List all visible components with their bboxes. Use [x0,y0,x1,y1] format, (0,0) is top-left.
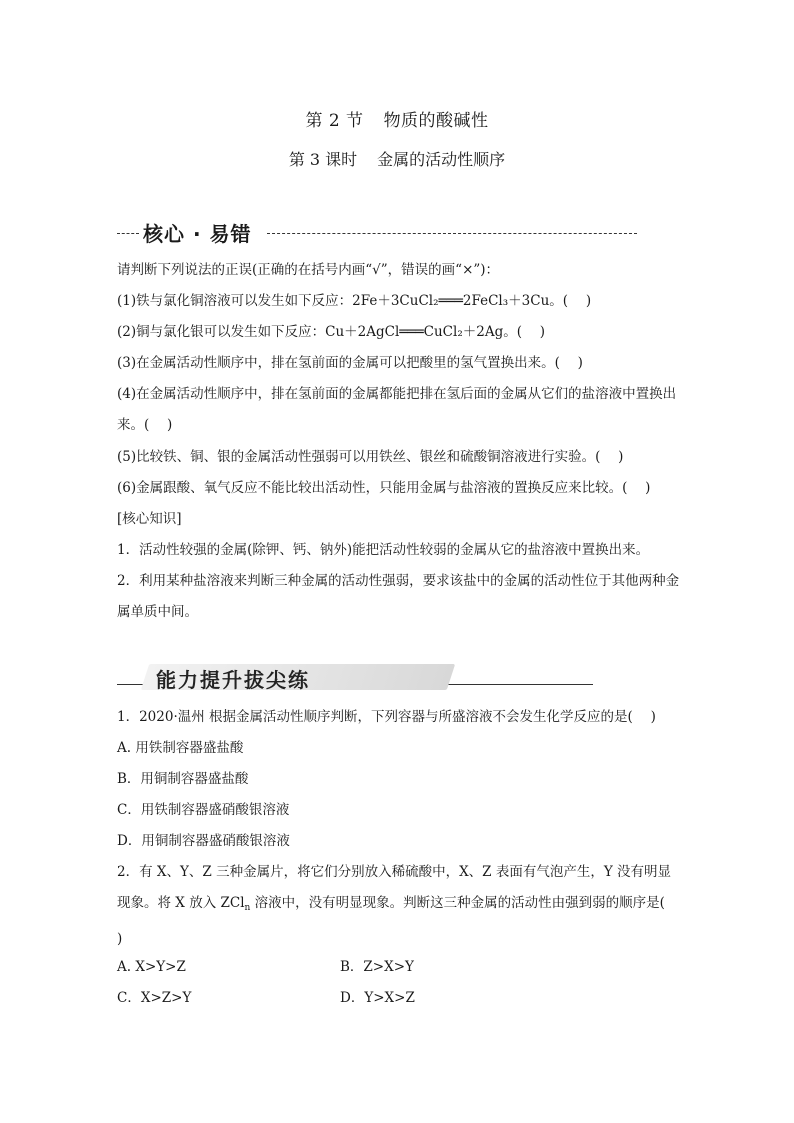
question-stem-part1: 2．有 X、Y、Z 三种金属片，将它们分别放入稀硫酸中，X、Z 表面有气泡产生，Y 没有明显现象。将 X 放入 ZCl [117,864,672,911]
lesson-number: 第 3 课时 [288,150,358,169]
section-title [0,106,794,131]
heading-divider-left [117,233,139,234]
section-topic: 物质的酸碱性 [383,111,489,131]
answer-option: B．用铜制容器盛盐酸 [117,771,249,787]
answer-option: B．Z>X>Y [340,959,414,975]
core-error-heading [117,218,637,248]
advanced-practice-heading [117,662,593,692]
knowledge-point: 2．利用某种盐溶液来判断三种金属的活动性强弱，要求该盐中的金属的活动性位于其他两种金属单质中间。 [117,573,680,620]
answer-option: D．用铜制容器盛硝酸银溶液 [117,833,290,849]
lesson-title [0,147,794,170]
instruction-text: 请判断下列说法的正误(正确的在括号内画“√”，错误的画“×”)： [117,262,500,278]
answer-option: C．用铁制容器盛硝酸银溶液 [117,802,290,818]
answer-option: A. X>Y>Z [117,959,186,975]
knowledge-point: 1．活动性较强的金属(除钾、钙、钠外)能把活动性较弱的金属从它的盐溶液中置换出来。 [117,542,650,558]
question-stem-part2: 溶液中，没有明显现象。判断这三种金属的活动性由强到弱的顺序是( ) [117,895,683,947]
lesson-topic: 金属的活动性顺序 [377,150,506,169]
question-stem: 1．2020·温州 根据金属活动性顺序判断，下列容器与所盛溶液不会发生化学反应的是( ) [117,709,656,725]
answer-option: D．Y>X>Z [340,990,415,1006]
section-number: 第 2 节 [305,111,364,131]
subscript-n: n [244,903,251,913]
knowledge-header: [核心知识] [117,511,182,527]
judgment-item: (1)铁与氯化铜溶液可以发生如下反应：2Fe＋3CuCl₂═══2FeCl₃＋3Cu。( ) [117,293,592,309]
judgment-item: (5)比较铁、铜、银的金属活动性强弱可以用铁丝、银丝和硫酸铜溶液进行实验。( ) [117,449,624,465]
core-error-label: 核心 · 易错 [143,222,252,246]
answer-option: C．X>Z>Y [117,990,192,1006]
advanced-practice-label: 能力提升拔尖练 [156,668,310,692]
judgment-item: (4)在金属活动性顺序中，排在氢前面的金属都能把排在氢后面的金属从它们的盐溶液中置换出来。( ) [117,386,677,433]
judgment-item: (3)在金属活动性顺序中，排在氢前面的金属可以把酸里的氢气置换出来。( ) [117,355,583,371]
judgment-item: (6)金属跟酸、氧气反应不能比较出活动性，只能用金属与盐溶液的置换反应来比较。( ) [117,480,651,496]
question-stem [117,857,683,955]
judgment-item: (2)铜与氯化银可以发生如下反应：Cu＋2AgCl═══CuCl₂＋2Ag。( ) [117,324,546,340]
heading-divider-right [267,233,637,234]
answer-option: A. 用铁制容器盛盐酸 [117,740,244,756]
